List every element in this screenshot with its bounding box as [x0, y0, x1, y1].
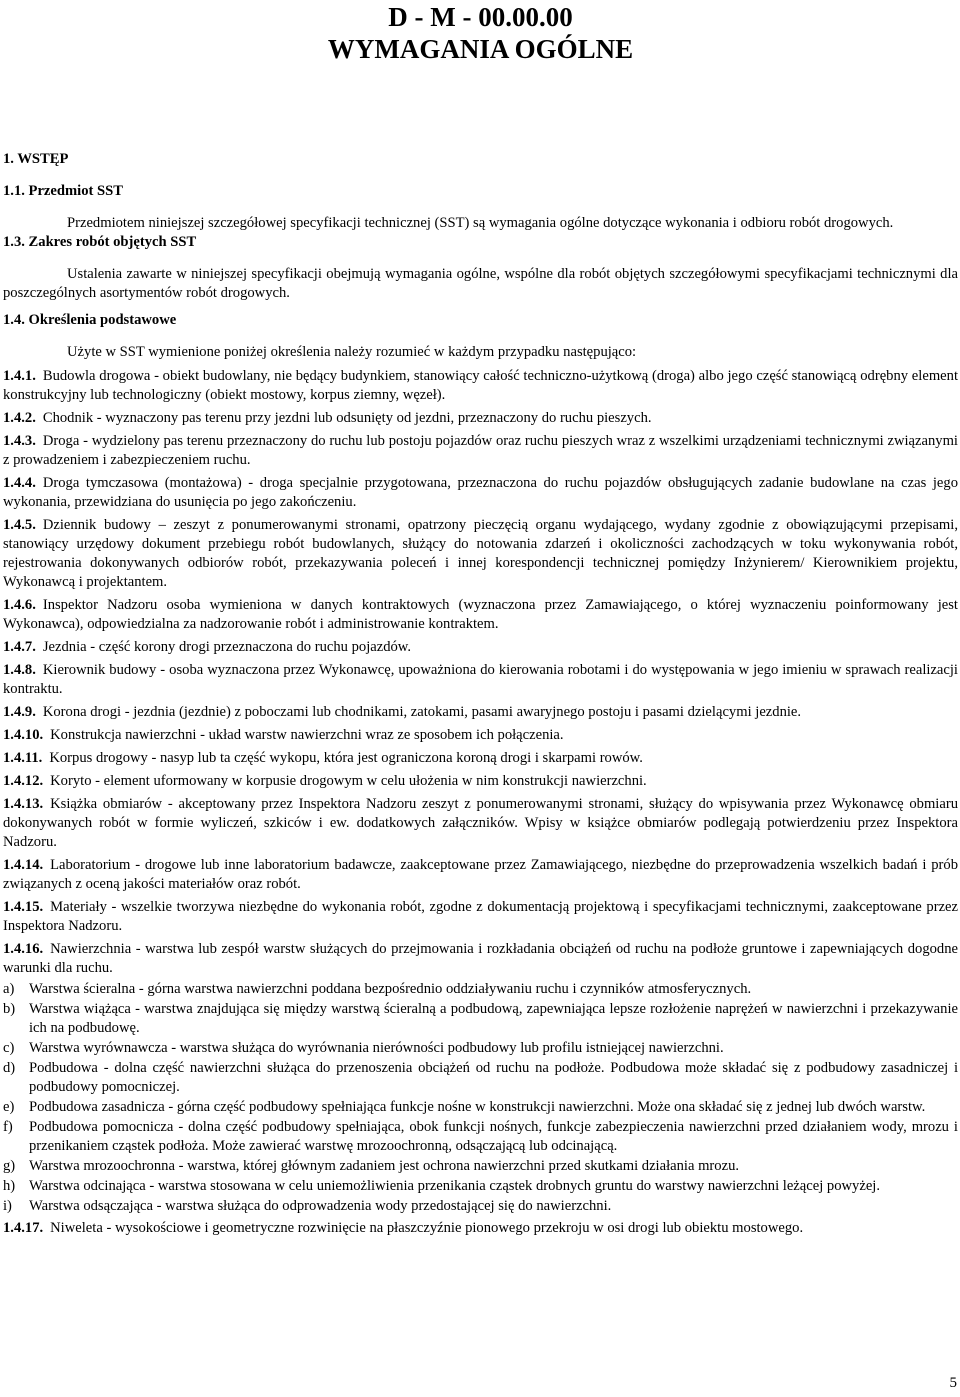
definition-text: Konstrukcja nawierzchni - układ warstw nawierzchni wraz ze sposobem ich połączenia. [50, 727, 564, 743]
definition-item [3, 474, 958, 512]
layer-text: Warstwa odcinająca - warstwa stosowana w celu uniemożliwienia przenikania cząstek drobnych gruntu do warstwy nawierzchni leżącej powyżej. [29, 1178, 881, 1194]
scope-paragraph: Ustalenia zawarte w niniejszej specyfikacji obejmują wymagania ogólne, wspólne dla robót objętych szczegółowymi specyfikacjami technicznymi dla poszczególnych asortymentów robót drogowych. [3, 266, 958, 301]
definition-number: 1.4.6. [3, 597, 36, 613]
definition-number: 1.4.14. [3, 857, 44, 873]
definition-item [3, 1219, 958, 1238]
definition-text: Koryto - element uformowany w korpusie drogowym w celu ułożenia w nim konstrukcji nawierzchni. [50, 773, 647, 789]
definition-item [3, 638, 958, 657]
layer-item [3, 1157, 958, 1176]
definition-number: 1.4.9. [3, 704, 36, 720]
definition-number: 1.4.15. [3, 899, 44, 915]
layer-letter: c) [3, 1040, 15, 1056]
definition-text: Chodnik - wyznaczony pas terenu przy jezdni lub odsunięty od jezdni, przeznaczony do ruchu pieszych. [42, 410, 652, 426]
definition-text: Niweleta - wysokościowe i geometryczne rozwinięcie na płaszczyźnie pionowego przekroju w osi drogi lub obiektu mostowego. [50, 1220, 804, 1236]
layer-text: Podbudowa - dolna część nawierzchni służąca do przenoszenia obciążeń od ruchu na podłoże. Podbudowa może składać się z podbudowy zasadniczej i podbudowy pomocniczej. [29, 1060, 958, 1095]
subsection-heading-subject: 1.1. Przedmiot SST [3, 183, 123, 199]
document-code: D - M - 00.00.00 [388, 2, 573, 32]
page-number: 5 [949, 1375, 957, 1391]
layer-letter: i) [3, 1198, 12, 1214]
layer-item [3, 1000, 958, 1038]
definition-number: 1.4.17. [3, 1220, 44, 1236]
definitions-list [3, 367, 958, 978]
definition-number: 1.4.3. [3, 433, 36, 449]
layer-letter: f) [3, 1119, 13, 1135]
definition-item [3, 726, 958, 745]
layer-item [3, 1177, 958, 1196]
layer-item [3, 1059, 958, 1097]
definition-number: 1.4.1. [3, 368, 36, 384]
definition-number: 1.4.16. [3, 941, 44, 957]
definition-text: Książka obmiarów - akceptowany przez Inspektora Nadzoru zeszyt z ponumerowanymi stronami, służący do wpisywania przez Wykonawcę obmiaru dokonywanych robót w formie wyliczeń, szkiców i ew. dodatkowych załączników. Wpisy w książce obmiarów podlegają potwierdzeniu przez Inspektora Nadzoru. [3, 796, 958, 850]
definition-item [3, 367, 958, 405]
layer-text: Podbudowa pomocnicza - dolna część podbudowy spełniająca, obok funkcji nośnych, funkcje zabezpieczenia nawierzchni przed działaniem wody, mrozu i przenikaniem cząstek podłoża. Może zawierać warstwę mrozoochronną, odsączającą lub odcinającą. [29, 1119, 958, 1154]
layer-letter: a) [3, 981, 15, 997]
definition-item [3, 516, 958, 592]
definition-item [3, 596, 958, 634]
definition-number: 1.4.4. [3, 475, 36, 491]
definition-text: Korona drogi - jezdnia (jezdnie) z poboczami lub chodnikami, zatokami, pasami awaryjnego postoju i pasami dzielącymi jezdnie. [42, 704, 802, 720]
layer-item [3, 1039, 958, 1058]
definition-item [3, 795, 958, 852]
definition-number: 1.4.12. [3, 773, 44, 789]
layer-text: Warstwa ścieralna - górna warstwa nawierzchni poddana bezpośrednio oddziaływaniu ruchu i czynników atmosferycznych. [29, 981, 752, 997]
definition-text: Budowla drogowa - obiekt budowlany, nie będący budynkiem, stanowiący całość techniczno-użytkową (droga) albo jego część stanowiącą odrębny element konstrukcyjny lub technologiczny (obiekt mostowy, korpus ziemny, węzeł). [3, 368, 958, 403]
definition-item [3, 409, 958, 428]
definition-text: Droga - wydzielony pas terenu przeznaczony do ruchu lub postoju pojazdów oraz ruchu pieszych wraz z wszelkimi urządzeniami technicznymi związanymi z prowadzeniem i zabezpieczeniem ruchu. [3, 433, 958, 468]
layer-text: Warstwa wiążąca - warstwa znajdująca się między warstwą ścieralną a podbudową, zapewniająca lepsze rozłożenie naprężeń w nawierzchni i przekazywanie ich na podbudowę. [29, 1001, 958, 1036]
definition-number: 1.4.2. [3, 410, 36, 426]
layer-item [3, 1098, 958, 1117]
definition-text: Laboratorium - drogowe lub inne laboratorium badawcze, zaakceptowane przez Zamawiającego, niezbędne do przeprowadzenia wszelkich badań i prób związanych z oceną jakości materiałów oraz robót. [3, 857, 958, 892]
definition-text: Inspektor Nadzoru osoba wymieniona w danych kontraktowych (wyznaczona przez Zamawiającego, o której wyznaczeniu poinformowany jest Wykonawca), odpowiedzialna za nadzorowanie robót i administrowanie kontraktem. [3, 597, 958, 632]
definition-item [3, 940, 958, 978]
definition-text: Nawierzchnia - warstwa lub zespół warstw służących do przejmowania i rozkładania obciążeń od ruchu na podłoże gruntowe i zapewniających dogodne warunki dla ruchu. [3, 941, 958, 976]
definition-number: 1.4.11. [3, 750, 43, 766]
layer-item [3, 980, 958, 999]
definition-text: Dziennik budowy – zeszyt z ponumerowanymi stronami, opatrzony pieczęcią organu wydającego, wydany zgodnie z obowiązującymi przepisami, stanowiący urzędowy dokument przebiegu robót budowlanych, służący do notowania zdarzeń i okoliczności zachodzących w toku wykonywania robót, rejestrowania dokonywanych odbiorów robót, przekazywania poleceń i innej korespondencji technicznej pomiędzy Inżynierem/ Kierownikiem projektu, Wykonawcą i projektantem. [3, 517, 958, 590]
layer-letter: h) [3, 1178, 16, 1194]
definition-item [3, 772, 958, 791]
document-title: WYMAGANIA OGÓLNE [327, 34, 634, 64]
definition-item [3, 749, 958, 768]
layer-letter: d) [3, 1060, 16, 1076]
pavement-layers-list [3, 980, 958, 1216]
subsection-heading-definitions: 1.4. Określenia podstawowe [3, 312, 177, 328]
definition-number: 1.4.10. [3, 727, 44, 743]
layer-text: Warstwa odsączająca - warstwa służąca do odprowadzenia wody przedostającej się do nawierzchni. [29, 1198, 612, 1214]
definition-item [3, 898, 958, 936]
definition-text: Jezdnia - część korony drogi przeznaczona do ruchu pojazdów. [42, 639, 412, 655]
definition-number: 1.4.7. [3, 639, 36, 655]
definition-item [3, 661, 958, 699]
definition-item [3, 432, 958, 470]
section-heading-introduction: 1. WSTĘP [3, 151, 69, 167]
layer-item [3, 1118, 958, 1156]
definition-number: 1.4.8. [3, 662, 36, 678]
layer-text: Warstwa wyrównawcza - warstwa służąca do wyrównania nierówności podbudowy lub profilu istniejącej nawierzchni. [29, 1040, 724, 1056]
definition-number: 1.4.5. [3, 517, 36, 533]
subsection-heading-scope: 1.3. Zakres robót objętych SST [3, 234, 197, 250]
layer-letter: e) [3, 1099, 15, 1115]
definition-text: Materiały - wszelkie tworzywa niezbędne do wykonania robót, zgodne z dokumentacją projektową i specyfikacjami technicznymi, zaakceptowane przez Inspektora Nadzoru. [3, 899, 958, 934]
layer-letter: b) [3, 1001, 16, 1017]
definition-item [3, 703, 958, 722]
document-page [3, 0, 958, 1242]
definition-text: Kierownik budowy - osoba wyznaczona przez Wykonawcę, upoważniona do kierowania robotami i do występowania w jego imieniu w sprawach realizacji kontraktu. [3, 662, 958, 697]
layer-item [3, 1197, 958, 1216]
layer-letter: g) [3, 1158, 16, 1174]
definition-text: Korpus drogowy - nasyp lub ta część wykopu, która jest ograniczona koroną drogi i skarpami rowów. [49, 750, 643, 766]
definition-text: Droga tymczasowa (montażowa) - droga specjalnie przygotowana, przeznaczona do ruchu pojazdów obsługujących zadanie budowlane na czas jego wykonania, przewidziana do usunięcia po jego zakończeniu. [3, 475, 958, 510]
definition-number: 1.4.13. [3, 796, 44, 812]
layer-text: Warstwa mrozoochronna - warstwa, której głównym zadaniem jest ochrona nawierzchni przed skutkami działania mrozu. [29, 1158, 740, 1174]
definitions-intro: Użyte w SST wymienione poniżej określenia należy rozumieć w każdym przypadku następująco: [67, 344, 637, 360]
layer-text: Podbudowa zasadnicza - górna część podbudowy spełniająca funkcje nośne w konstrukcji nawierzchni. Może ona składać się z jednej lub dwóch warstw. [29, 1099, 926, 1115]
definition-item [3, 856, 958, 894]
subject-paragraph: Przedmiotem niniejszej szczegółowej specyfikacji technicznej (SST) są wymagania ogólne dotyczące wykonania i odbioru robót drogowych. [67, 215, 894, 231]
